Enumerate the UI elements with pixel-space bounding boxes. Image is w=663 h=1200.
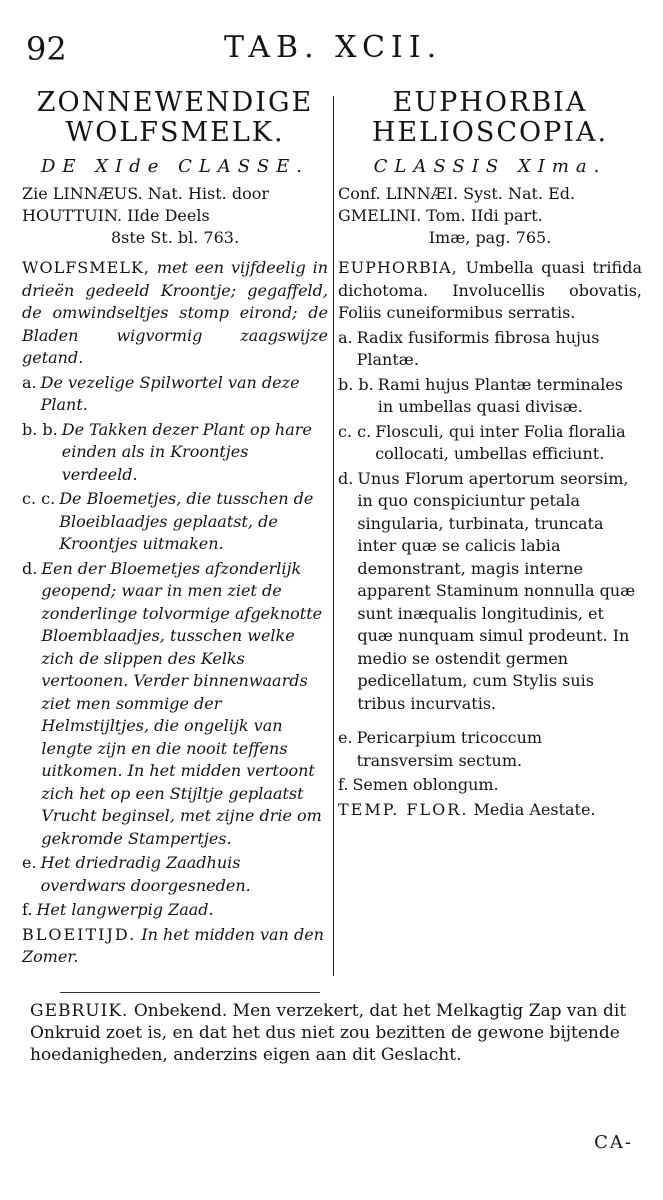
dutch-desc-lead: WOLFSMELK, [22, 258, 150, 277]
latin-items [338, 327, 642, 797]
latin-title [338, 88, 642, 148]
item-label: f. [338, 775, 349, 794]
dutch-description [22, 257, 328, 370]
item-text: De Bloemetjes, die tusschen de Bloeiblaadjes geplaatst, de Kroontjes uitmaken. [59, 489, 314, 553]
item-label: c. c. [22, 489, 56, 508]
item-label: b. b. [338, 374, 374, 394]
temp-flor-text: Media Aestate. [473, 799, 596, 819]
latin-reference [338, 183, 642, 249]
item-label: a. [338, 327, 353, 347]
latin-ref-line1: Conf. LINNÆI. Syst. Nat. Ed. [338, 184, 576, 203]
footer-rule [60, 992, 320, 993]
item-label: a. [22, 372, 37, 392]
latin-item-b [338, 374, 642, 419]
dutch-ref-line2: HOUTTUIN. IIde Deels [22, 206, 210, 225]
gebruik-text: Onbekend. Men verzekert, dat het Melkagtig Zap van dit Onkruid zoet is, en dat het dus niet zou bezitten de gewone bijtende hoedanigheden, anderzins eigen aan dit Geslacht. [30, 1001, 627, 1065]
dutch-reference [22, 183, 328, 249]
item-text: Semen oblongum. [352, 775, 499, 794]
dutch-items [22, 372, 328, 922]
latin-ref-line2: GMELINI. Tom. IIdi part. [338, 206, 543, 225]
dutch-item-a [22, 372, 328, 417]
item-label: e. [22, 853, 37, 872]
item-text: Radix fusiformis fibrosa hujus Plantæ. [356, 327, 600, 369]
dutch-flowering-time [22, 924, 328, 969]
item-text: De vezelige Spilwortel van deze Plant. [40, 372, 300, 414]
item-text: Pericarpium tricoccum transversim sectum. [356, 728, 543, 770]
latin-item-c [338, 421, 642, 466]
item-text: De Takken dezer Plant op hare einden als in Kroontjes verdeeld. [61, 419, 312, 484]
bloeitijd-text: In het midden van den Zomer. [22, 924, 324, 966]
dutch-class: DE XIde CLASSE. [40, 156, 310, 177]
page-number: 92 [26, 30, 67, 68]
catchword: CA- [594, 1132, 633, 1153]
spacer [338, 715, 642, 725]
item-label: b. b. [22, 419, 58, 439]
latin-item-a [338, 327, 642, 372]
latin-title-line1: EUPHORBIA [392, 87, 588, 118]
item-text: Het driedradig Zaadhuis overdwars doorgesneden. [40, 853, 251, 895]
bloeitijd-label: BLOEITIJD. [22, 924, 137, 944]
latin-desc-text: Umbella quasi trifida dichotoma. Involucellis obovatis, Foliis cuneiformibus serratis. [338, 258, 643, 322]
dutch-ref-line1: Zie LINNÆUS. Nat. Hist. door [22, 184, 269, 203]
item-text: Rami hujus Plantæ terminales in umbellas quasi divisæ. [377, 374, 624, 416]
latin-class: CLASSIS XIma. [373, 156, 607, 177]
dutch-item-d [22, 558, 328, 851]
dutch-title-line1: ZONNEWENDIGE [36, 87, 314, 118]
latin-description [338, 257, 642, 325]
item-text: Een der Bloemetjes afzonderlijk geopend; waar in men ziet de zonderlinge tolvormige afgeknotte Bloemblaadjes, tusschen welke zich de slippen des Kelks vertoonen. Verder binnenwaards ziet men sommige der Helmstijltjes, die ongelijk van lengte zijn en die nooit teffens uitkomen. In het midden vertoont zich het op een Stijltje geplaatst Vrucht beginsel, met zijne drie om gekromde Stampertjes. [41, 558, 323, 848]
dutch-column [22, 88, 328, 969]
dutch-title-line2: WOLFSMELK. [65, 117, 285, 148]
latin-item-e [338, 727, 642, 772]
dutch-item-c [22, 488, 328, 556]
latin-desc-lead: EUPHORBIA, [338, 258, 458, 277]
dutch-item-b [22, 419, 328, 487]
gebruik-label: GEBRUIK. [30, 1001, 129, 1021]
item-text: Het langwerpig Zaad. [36, 900, 214, 919]
latin-flowering-time [338, 799, 642, 822]
dutch-desc-text: met een vijfdeelig in drieën gedeeld Kroontje; gegaffeld, de omwindseltjes stomp eirond; de Bladen wigvormig zaagswijze getand. [22, 258, 329, 367]
latin-column [338, 88, 642, 821]
latin-item-f [338, 774, 642, 797]
dutch-title [22, 88, 328, 148]
temp-flor-label: TEMP. FLOR. [338, 799, 469, 819]
item-label: c. c. [338, 421, 372, 441]
item-text: Unus Florum apertorum seorsim, in quo conspiciuntur petala singularia, turbinata, truncata inter quæ se calicis labia demonstrant, magis interne apparent Staminum nonnulla quæ sunt inæqualis longitudinis, et quæ nunquam simul prodeunt. In medio se ostendit germen pedicellatum, cum Stylis suis tribus incurvatis. [357, 468, 636, 713]
column-divider [333, 96, 334, 976]
item-label: d. [22, 558, 38, 578]
item-text: Flosculi, qui inter Folia floralia collocati, umbellas efficiunt. [375, 421, 626, 463]
dutch-ref-line3: 8ste St. bl. 763. [110, 228, 240, 247]
usage-note [30, 1000, 640, 1066]
item-label: d. [338, 468, 354, 488]
latin-item-d [338, 468, 642, 716]
plate-title: TAB. XCII. [224, 30, 443, 65]
dutch-item-f [22, 899, 328, 922]
dutch-item-e [22, 852, 328, 897]
latin-title-line2: HELIOSCOPIA. [371, 117, 609, 148]
item-label: e. [338, 728, 353, 747]
item-label: f. [22, 900, 33, 919]
latin-ref-line3: Imæ, pag. 765. [428, 228, 552, 247]
